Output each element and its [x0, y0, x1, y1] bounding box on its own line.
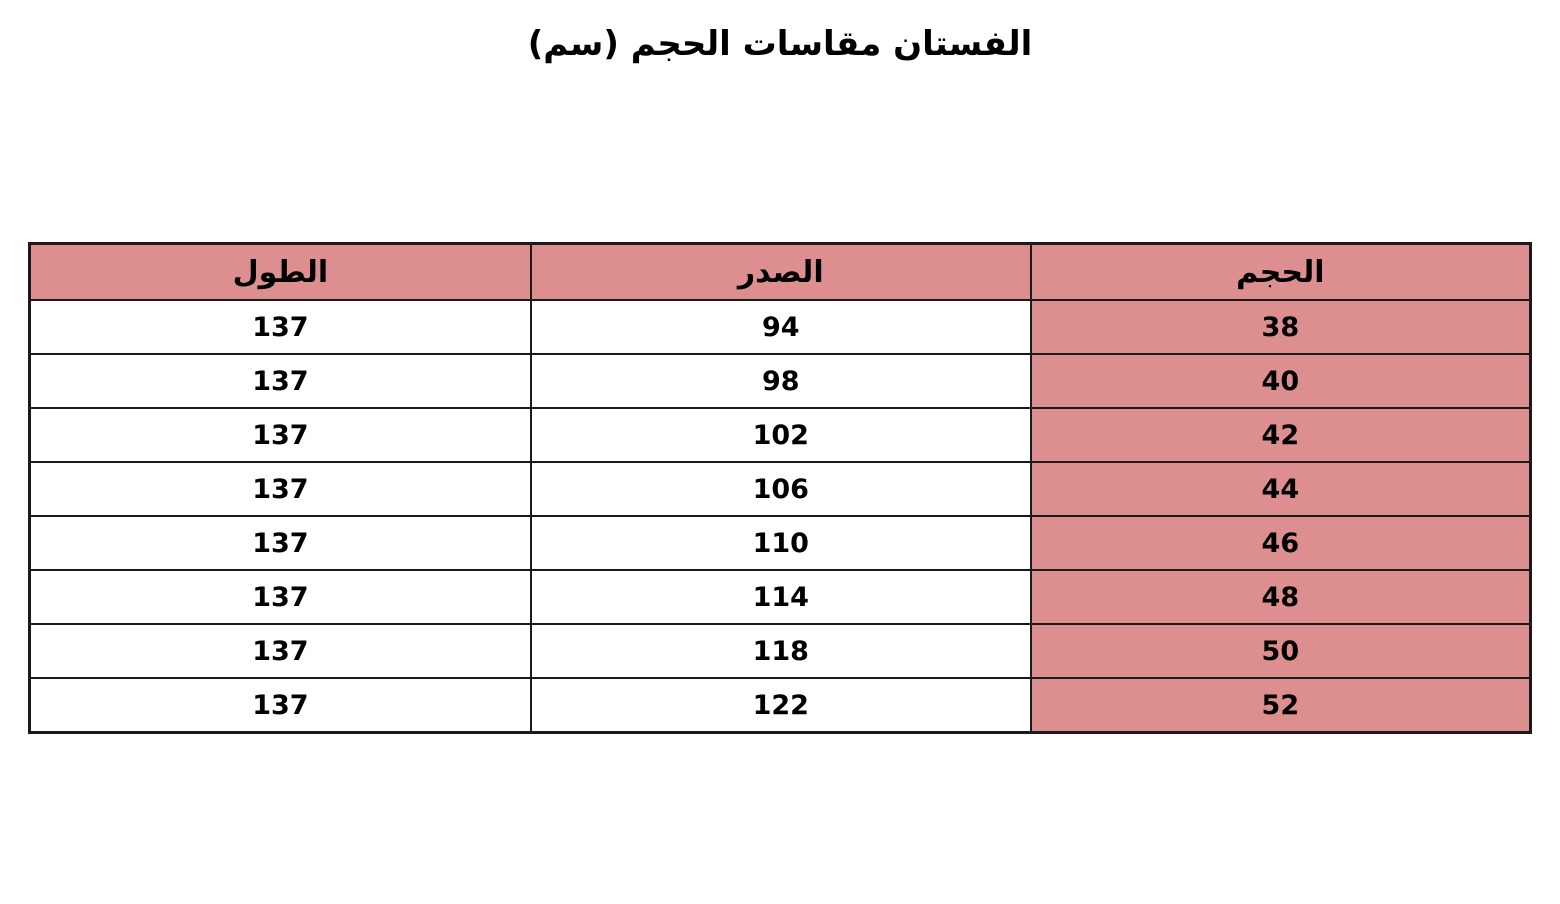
- size-chart-container: [28, 242, 1532, 734]
- cell-size: 44: [1031, 462, 1531, 516]
- cell-chest: 110: [531, 516, 1031, 570]
- table-row: [30, 462, 1531, 516]
- cell-length: 137: [30, 570, 531, 624]
- cell-size: 48: [1031, 570, 1531, 624]
- cell-chest: 94: [531, 300, 1031, 354]
- column-header-length: الطول: [30, 244, 531, 301]
- column-header-size: الحجم: [1031, 244, 1531, 301]
- table-row: [30, 516, 1531, 570]
- cell-length: 137: [30, 408, 531, 462]
- cell-size: 40: [1031, 354, 1531, 408]
- cell-length: 137: [30, 300, 531, 354]
- cell-chest: 118: [531, 624, 1031, 678]
- cell-length: 137: [30, 462, 531, 516]
- table-row: [30, 354, 1531, 408]
- table-row: [30, 624, 1531, 678]
- table-row: [30, 570, 1531, 624]
- table-row: [30, 300, 1531, 354]
- cell-size: 52: [1031, 678, 1531, 733]
- table-row: [30, 678, 1531, 733]
- cell-length: 137: [30, 516, 531, 570]
- column-header-chest: الصدر: [531, 244, 1031, 301]
- cell-size: 42: [1031, 408, 1531, 462]
- cell-chest: 106: [531, 462, 1031, 516]
- table-header-row: [30, 244, 1531, 301]
- cell-size: 50: [1031, 624, 1531, 678]
- cell-chest: 102: [531, 408, 1031, 462]
- cell-chest: 114: [531, 570, 1031, 624]
- table-row: [30, 408, 1531, 462]
- size-chart-table: [28, 242, 1532, 734]
- cell-length: 137: [30, 678, 531, 733]
- cell-size: 46: [1031, 516, 1531, 570]
- table-body: [30, 300, 1531, 733]
- cell-size: 38: [1031, 300, 1531, 354]
- cell-chest: 122: [531, 678, 1031, 733]
- cell-chest: 98: [531, 354, 1031, 408]
- page-title: الفستان مقاسات الحجم (سم): [527, 24, 1033, 64]
- table-header: [30, 244, 1531, 301]
- cell-length: 137: [30, 354, 531, 408]
- cell-length: 137: [30, 624, 531, 678]
